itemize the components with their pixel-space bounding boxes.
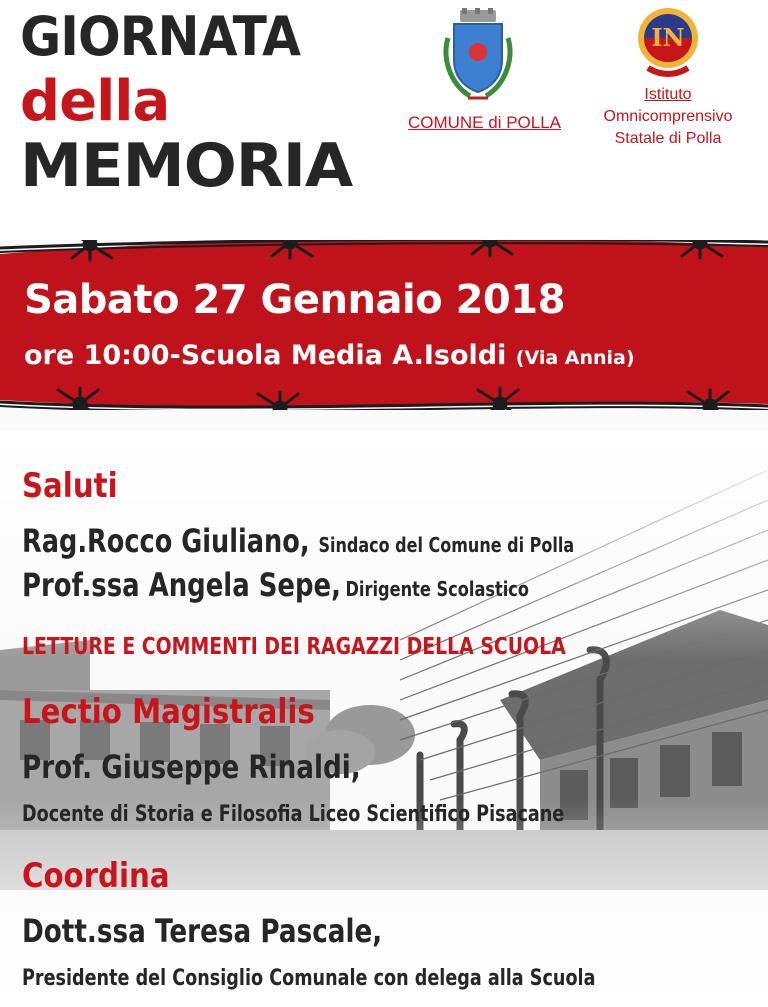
saluti-heading: Saluti	[22, 466, 118, 506]
speaker3-name: Prof. Giuseppe Rinaldi,	[22, 748, 361, 786]
istituto-label	[584, 84, 752, 150]
title-giornata: GIORNATA	[20, 5, 301, 68]
speaker3-role: Docente di Storia e Filosofia Liceo Scientifico Pisacane	[22, 802, 565, 827]
speaker2-role: Dirigente Scolastico	[345, 577, 530, 601]
speaker3-row	[22, 748, 361, 786]
istituto-line1: Istituto	[644, 86, 692, 103]
event-time-place	[24, 340, 635, 371]
speaker1-role: Sindaco del Comune di Polla	[318, 533, 575, 557]
speaker4-role: Presidente del Consiglio Comunale con delega alla Scuola	[22, 966, 596, 991]
event-time-venue: ore 10:00-Scuola Media A.Isoldi	[24, 340, 507, 371]
title-memoria: MEMORIA	[20, 131, 353, 201]
speaker1-name: Rag.Rocco Giuliano,	[22, 522, 310, 560]
istituto-line3: Statale di Polla	[614, 130, 722, 147]
lectio-heading: Lectio Magistralis	[22, 692, 315, 732]
speaker1-row	[22, 522, 574, 560]
title-della: della	[20, 69, 170, 134]
letture-heading: LETTURE E COMMENTI DEI RAGAZZI DELLA SCUOLA	[22, 634, 566, 660]
barbed-wire-band	[0, 240, 768, 410]
comune-coat-of-arms-icon	[440, 8, 516, 106]
comune-label: COMUNE di POLLA	[407, 113, 562, 132]
event-date: Sabato 27 Gennaio 2018	[24, 277, 565, 323]
istituto-monogram: IN	[651, 23, 685, 52]
event-address: (Via Annia)	[515, 347, 635, 369]
coordina-heading: Coordina	[22, 856, 170, 896]
speaker2-name: Prof.ssa Angela Sepe,	[22, 566, 341, 604]
speaker4-row	[22, 912, 382, 950]
speaker2-row	[22, 566, 529, 604]
istituto-line2: Omnicomprensivo	[603, 108, 733, 125]
istituto-logo-icon	[634, 6, 702, 82]
speaker4-name: Dott.ssa Teresa Pascale,	[22, 912, 383, 950]
